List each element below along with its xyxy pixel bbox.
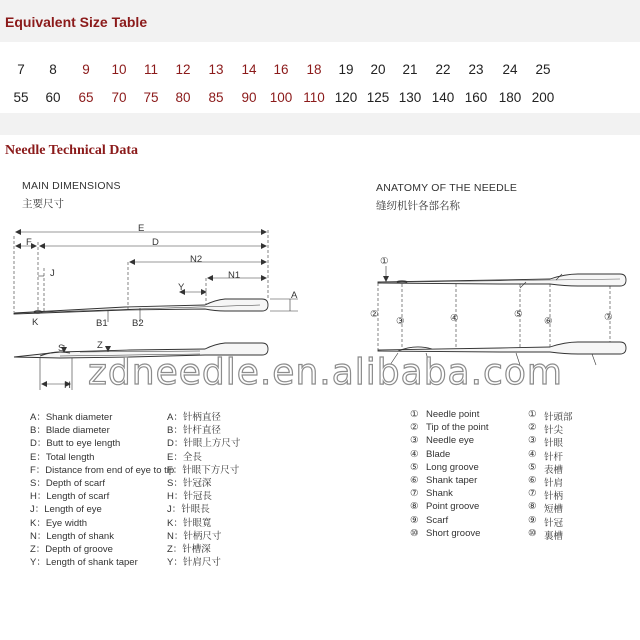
legend-text: Shank taper — [426, 474, 478, 486]
legend-number: ② — [410, 422, 419, 434]
size-cell: 200 — [531, 90, 555, 105]
size-cell: 9 — [82, 62, 90, 77]
anatomy-marker-4: ④ — [450, 313, 459, 324]
size-cell: 70 — [111, 90, 127, 105]
legend-item: D：针眼上方尺寸 — [167, 438, 241, 450]
dim-label-f: F — [26, 237, 32, 248]
legend-number: ⑥ — [528, 474, 537, 486]
legend-text: Needle eye — [426, 435, 475, 447]
legend-text: 针冠 — [544, 517, 564, 529]
dim-label-z: Z — [97, 340, 103, 351]
legend-item: F：针眼下方尺寸 — [167, 464, 240, 476]
size-cell: 14 — [241, 62, 257, 77]
legend-item: J：针眼長 — [167, 504, 210, 516]
legend-text: 针尖 — [544, 425, 564, 437]
legend-text: 针杆 — [544, 451, 564, 463]
legend-text: 针肩 — [544, 477, 564, 489]
legend-item: F：Distance from end of eye to tip — [30, 464, 175, 476]
size-cell: 10 — [111, 62, 127, 77]
anatomy-title: ANATOMY OF THE NEEDLE — [376, 182, 518, 194]
needle-technical-data-title: Needle Technical Data — [5, 143, 138, 158]
size-cell: 120 — [334, 90, 358, 105]
legend-text: 针頭部 — [544, 412, 573, 423]
legend-text: 短槽 — [544, 504, 564, 516]
size-cell: 85 — [208, 90, 224, 105]
legend-item: B：针杆直径 — [167, 425, 221, 437]
anatomy-needle-top — [378, 274, 626, 286]
legend-number: ② — [528, 422, 537, 434]
dim-label-k: K — [32, 317, 39, 328]
watermark-text: zdneedle.en.alibaba.com — [88, 352, 563, 393]
size-cell: 100 — [269, 90, 293, 105]
legend-text: Tip of the point — [426, 422, 489, 434]
legend-item: A：Shank diameter — [30, 412, 113, 423]
anatomy-marker-1: ① — [380, 256, 389, 267]
size-cell: 23 — [468, 62, 484, 77]
dim-label-a: A — [291, 290, 298, 301]
legend-number: ④ — [528, 448, 537, 460]
size-cell: 75 — [143, 90, 159, 105]
legend-item: A：针柄直径 — [167, 412, 221, 423]
legend-item: S：针冠深 — [167, 477, 212, 489]
legend-item: Z：Depth of groove — [30, 543, 113, 555]
dim-label-s: S — [58, 343, 65, 354]
legend-number: ⑦ — [410, 488, 419, 500]
size-cell: 140 — [431, 90, 455, 105]
anatomy-marker-2: ② — [370, 309, 379, 320]
dim-label-y: Y — [178, 282, 185, 293]
legend-text: 裏槽 — [544, 530, 564, 542]
legend-text: Needle point — [426, 409, 480, 420]
size-cell: 55 — [13, 90, 29, 105]
size-cell: 160 — [464, 90, 488, 105]
size-cell: 110 — [303, 90, 325, 105]
legend-number: ③ — [528, 435, 537, 447]
legend-item: B：Blade diameter — [30, 425, 110, 437]
dim-label-e: E — [138, 223, 145, 234]
legend-item: K：针眼寬 — [167, 517, 212, 529]
legend-item: H：针冠長 — [167, 491, 212, 503]
legend-item: K：Eye width — [30, 517, 88, 529]
legend-number: ⑩ — [410, 527, 419, 539]
size-cell: 11 — [143, 62, 159, 77]
size-cell: 16 — [273, 62, 289, 77]
size-cell: 22 — [435, 62, 451, 77]
dim-label-d: D — [152, 237, 159, 248]
legend-item: Z：针槽深 — [167, 543, 211, 555]
legend-text: Long groove — [426, 461, 479, 473]
legend-number: ⑨ — [410, 514, 419, 526]
legend-number: ⑨ — [528, 514, 537, 526]
size-cell: 21 — [402, 62, 418, 77]
size-cell: 65 — [78, 90, 94, 105]
dim-label-n1: N1 — [228, 270, 241, 281]
dim-label-b1: B1 — [96, 318, 108, 329]
legend-item: E：全長 — [167, 451, 202, 463]
legend-number: ⑧ — [410, 501, 419, 513]
legend-text: Scarf — [426, 514, 449, 526]
anatomy-marker-3: ③ — [396, 316, 405, 327]
dim-label-b2: B2 — [132, 318, 144, 329]
size-cell: 25 — [535, 62, 551, 77]
legend-text: Shank — [426, 488, 453, 500]
dim-label-n2: N2 — [190, 254, 203, 265]
size-cell: 90 — [241, 90, 257, 105]
legend-number: ④ — [410, 448, 419, 460]
legend-number: ⑤ — [410, 461, 419, 473]
legend-main-en — [30, 409, 174, 567]
legend-item: J：Length of eye — [30, 504, 102, 516]
legend-item: H：Length of scarf — [30, 491, 110, 503]
dimension-needle-top — [14, 299, 268, 314]
anatomy-subtitle: 缝纫机针各部名称 — [376, 200, 460, 212]
legend-text: 针柄 — [544, 491, 564, 503]
legend-item: Y：Length of shank taper — [30, 557, 138, 569]
legend-item: N：针柄尺寸 — [167, 530, 222, 542]
anatomy-marker-7: ⑦ — [604, 312, 613, 323]
size-cell: 130 — [398, 90, 422, 105]
size-cell: 125 — [366, 90, 390, 105]
size-cell: 8 — [49, 62, 57, 77]
legend-number: ⑧ — [528, 501, 537, 513]
dim-label-j: J — [50, 268, 55, 279]
size-cell: 19 — [338, 62, 354, 77]
legend-number: ⑩ — [528, 527, 537, 539]
legend-item: N：Length of shank — [30, 530, 114, 542]
legend-number: ⑥ — [410, 474, 419, 486]
legend-item: Y：针肩尺寸 — [167, 557, 221, 569]
main-dimensions-title: MAIN DIMENSIONS — [22, 180, 121, 192]
anatomy-marker-6: ⑥ — [544, 316, 553, 327]
legend-number: ① — [410, 409, 419, 420]
legend-text: Short groove — [426, 527, 481, 539]
size-cell: 24 — [502, 62, 518, 77]
legend-main-cn — [167, 409, 240, 567]
legend-item: D：Butt to eye length — [30, 438, 121, 450]
equivalent-size-table-title: Equivalent Size Table — [5, 14, 148, 30]
size-cell: 18 — [306, 62, 322, 77]
legend-item: E：Total length — [30, 451, 95, 463]
legend-number: ⑦ — [528, 488, 537, 500]
legend-number: ① — [528, 409, 537, 420]
legend-number: ⑤ — [528, 461, 537, 473]
size-cell: 12 — [175, 62, 191, 77]
size-cell: 13 — [208, 62, 224, 77]
size-cell: 180 — [498, 90, 522, 105]
legend-text: 针眼 — [544, 438, 564, 450]
size-cell: 80 — [175, 90, 191, 105]
legend-text: Point groove — [426, 501, 480, 513]
legend-item: S：Depth of scarf — [30, 477, 105, 489]
size-cell: 7 — [17, 62, 25, 77]
dim-label-h: H — [64, 380, 71, 391]
legend-number: ③ — [410, 435, 419, 447]
size-cell: 20 — [370, 62, 386, 77]
legend-text: Blade — [426, 448, 451, 460]
main-dimensions-subtitle: 主要尺寸 — [22, 198, 64, 210]
size-cell: 60 — [45, 90, 61, 105]
anatomy-marker-5: ⑤ — [514, 309, 523, 320]
legend-text: 表槽 — [544, 464, 564, 476]
